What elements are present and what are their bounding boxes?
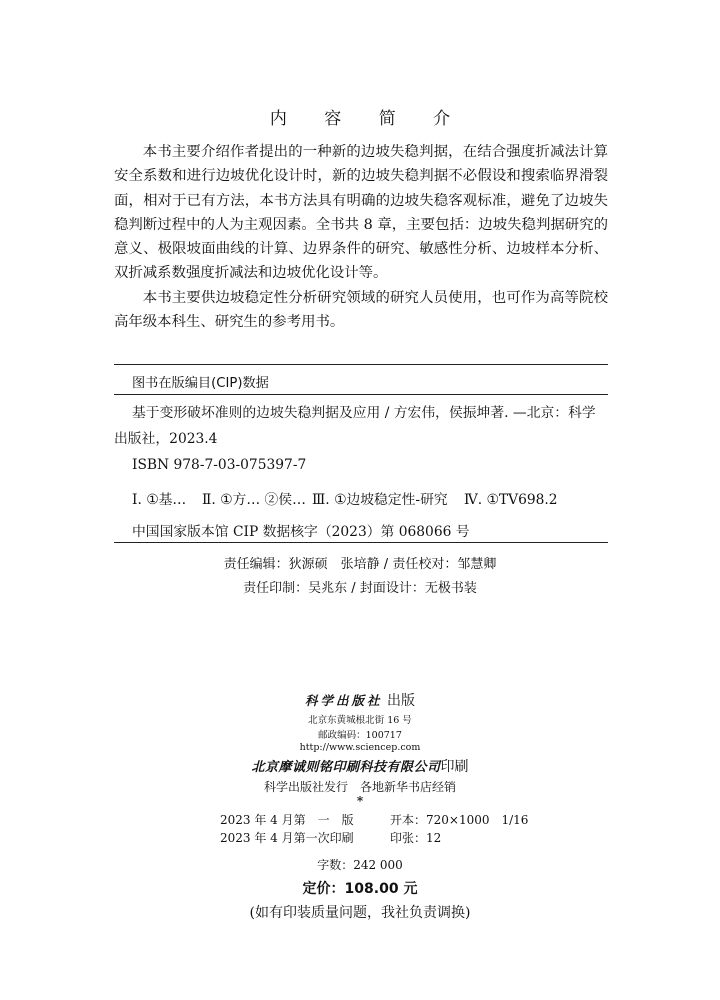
cip-class-4: Ⅳ. ①TV698.2: [464, 492, 558, 508]
publisher-address: 北京东黄城根北街 16 号: [308, 715, 412, 726]
publisher-suffix: 出版: [386, 693, 415, 709]
cip-heading: 图书在版编目(CIP)数据: [132, 376, 269, 391]
edition-row-2-right: 印张：12: [390, 831, 442, 845]
publisher-name: 科学出版社: [305, 693, 383, 708]
quality-notice: (如有印装质量问题，我社负责调换): [249, 905, 471, 921]
cip-class-2: Ⅱ. ①方… ②侯…: [202, 492, 306, 508]
intro-paragraph-1: 本书主要介绍作者提出的一种新的边坡失稳判据，在结合强度折减法计算安全系数和进行边坡优化设计时，新的边坡失稳判据不必假设和搜索临界滑裂面，相对于已有方法，本书方法具有明确的边坡失稳客观标准，避免了边坡失稳判断过程中的人为主观因素。全书共 8 章，主要包括：边坡失稳判据研究的意义、极限坡面曲线的计算、边界条件的研究、敏感性分析、边坡样本分析、双折减系数强度折减法和边坡优化设计等。: [114, 144, 608, 282]
cip-isbn: ISBN 978-7-03-075397-7: [132, 457, 307, 473]
intro-text: [114, 140, 608, 334]
edition-row-2-left: 2023 年 4 月第一次印刷: [220, 831, 354, 845]
price: 定价：108.00 元: [302, 881, 418, 897]
edition-row-2: [220, 829, 441, 846]
printer-suffix: 印刷: [440, 759, 469, 775]
cip-title-line: 基于变形破坏准则的边坡失稳判据及应用 / 方宏伟，侯振坤著. —北京：科学出版社，2023.4: [114, 405, 596, 447]
cip-class-3: Ⅲ. ①边坡稳定性-研究: [312, 492, 448, 508]
staff-line-2: 责任印制：吴兆东 / 封面设计：无极书装: [243, 581, 477, 596]
cip-bottom-rule: [114, 542, 608, 543]
divider-star: *: [356, 794, 364, 808]
cip-classification: [132, 488, 608, 508]
intro-paragraph-2: 本书主要供边坡稳定性分析研究领域的研究人员使用，也可作为高等院校高年级本科生、研究生的参考用书。: [114, 289, 608, 331]
word-count: 字数：242 000: [317, 858, 403, 872]
printer-name: 北京摩诚则铭印刷科技有限公司: [251, 760, 441, 775]
cip-record: 中国国家版本馆 CIP 数据核字（2023）第 068066 号: [132, 524, 470, 540]
distribution-line: 科学出版社发行 各地新华书店经销: [263, 780, 456, 794]
staff-line-1: 责任编辑：狄源硕 张培静 / 责任校对：邹慧卿: [223, 557, 497, 572]
edition-row-1: [220, 811, 528, 828]
edition-row-1-right: 开本：720×1000 1/16: [390, 813, 529, 827]
cip-header-rule: [114, 394, 608, 395]
publisher-line: [0, 690, 720, 710]
publisher-postcode: 邮政编码：100717: [318, 730, 402, 741]
publisher-website: http://www.sciencep.com: [299, 742, 421, 753]
cip-top-rule: [114, 364, 608, 365]
cip-class-1: Ⅰ. ①基…: [132, 492, 187, 508]
page-title: 内 容 简 介: [269, 109, 467, 129]
printer-line: [0, 756, 720, 776]
edition-row-1-left: 2023 年 4 月第 一 版: [220, 813, 354, 827]
